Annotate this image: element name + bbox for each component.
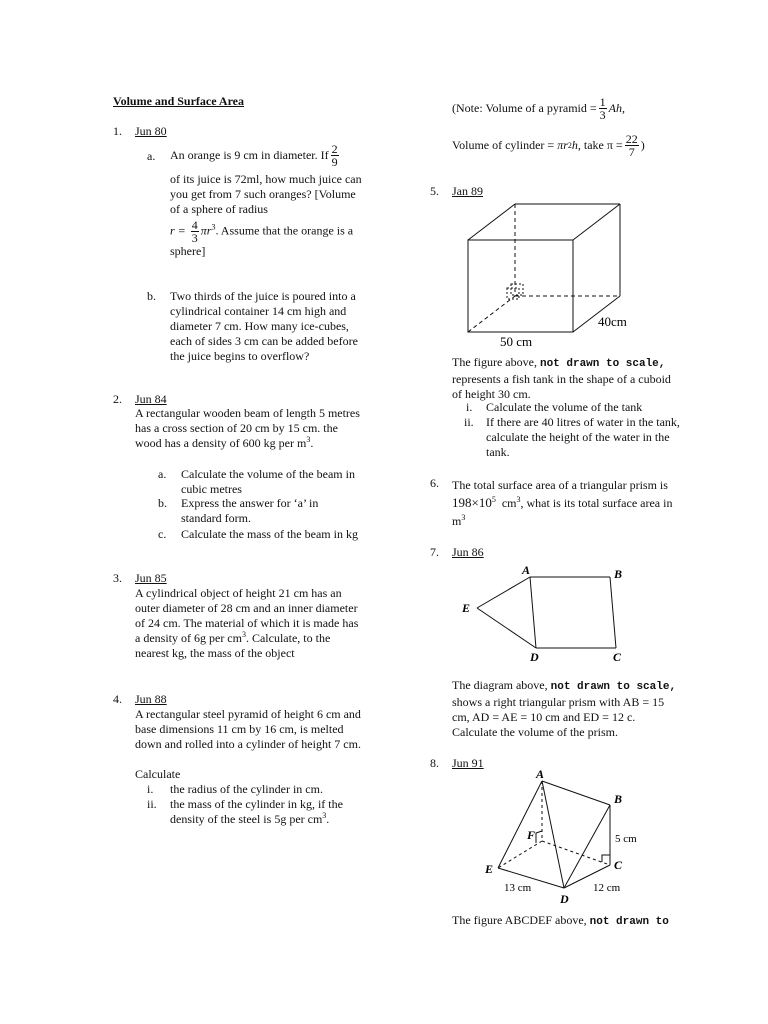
tank-hidden-edge <box>468 296 515 332</box>
question-code: Jun 80 <box>135 124 167 138</box>
edge-BD <box>564 805 610 888</box>
vertex-B: B <box>614 567 623 581</box>
q3-text: A cylindrical object of height 21 cm has an outer diameter of 28 cm and an inner diameter of 24 cm. The material of which it is made has a density of 6g per $cm^3$. Calculate, to the nearest kg, the mass of the object <box>135 586 359 660</box>
prism-diagram-q7 <box>455 562 635 672</box>
question-code: Jun 88 <box>135 692 167 706</box>
question-number: 5. <box>430 184 439 198</box>
dimension-5cm: 5 cm <box>615 833 637 845</box>
subpart-label: b. <box>147 289 156 303</box>
question-number: 4. <box>113 692 122 706</box>
right-angle-marker <box>602 855 610 862</box>
q8-text: The figure ABCDEF above, not drawn to <box>452 913 669 928</box>
subpart-label: a. <box>147 149 156 163</box>
vertex-E: E <box>485 862 494 876</box>
q7-text: The diagram above, not drawn to scale, shows a right triangular prism with AB = 15 cm, AD = AE = 10 cm and ED = 12 c. Calculate the volume of the prism. <box>452 678 677 739</box>
vertex-D: D <box>530 650 539 664</box>
vertex-C: C <box>614 858 623 872</box>
vertex-D: D <box>560 892 569 906</box>
q4-item: the mass of the cylinder in kg, if the density of the steel is 5g per $cm^3$. <box>170 797 343 826</box>
subpart-label: i. <box>147 782 154 796</box>
q4-calculate: Calculate <box>135 767 181 781</box>
question-code: Jun 86 <box>452 545 484 559</box>
q2-text: A rectangular wooden beam of length 5 metres has a cross section of 20 cm by 15 cm. the wood has a density of 600 kg per $m^3$. <box>135 406 360 450</box>
q1a-line1: An orange is 9 cm in diameter. If <box>170 147 329 162</box>
question-number: 3. <box>113 571 122 585</box>
vertex-C: C <box>613 650 622 664</box>
page-title: Volume and Surface Area <box>113 94 245 108</box>
dimension-50cm: 50 cm <box>500 334 533 348</box>
dimension-40cm: 40cm <box>598 314 627 329</box>
question-code: Jun 85 <box>135 571 167 585</box>
fraction-4-3: $\frac{4}{3}$ <box>191 218 198 245</box>
fraction-1-3: $\frac{1}{3}$ <box>599 95 606 122</box>
q2-item: Calculate the mass of the beam in kg <box>181 527 358 541</box>
dimension-13cm: 13 cm <box>504 882 532 894</box>
question-code: Jan 89 <box>452 184 483 198</box>
q2-item: Express the answer for ‘a’ in standard form. <box>181 496 319 525</box>
prism-diagram-q8 <box>478 765 648 910</box>
vertex-A: A <box>522 563 531 577</box>
q1a-line2: of its juice is 72ml, how much juice can you get from 7 such oranges? [Volume of a sphere of radius <box>170 172 362 216</box>
question-number: 8. <box>430 756 439 770</box>
fraction-2-9: $\frac{2}{9}$ <box>331 141 338 169</box>
tank-front-face <box>468 240 573 332</box>
edge-AD <box>530 577 536 648</box>
q6-text: The total surface area of a triangular prism is $198\times 10^5$ $cm^3$, what is its total surface area in $m^3$ <box>452 478 673 528</box>
question-code: Jun 91 <box>452 756 484 770</box>
q5-item: Calculate the volume of the tank <box>486 400 643 414</box>
subpart-label: a. <box>158 467 167 481</box>
edge-AD <box>542 781 564 888</box>
vertex-A: A <box>536 767 545 781</box>
vertex-F: F <box>527 828 536 842</box>
edge-AB <box>542 781 610 805</box>
q4-text: A rectangular steel pyramid of height 6 cm and base dimensions 11 cm by 16 cm, is melted down and rolled into a cylinder of height 7 cm. <box>135 707 361 751</box>
question-number: 6. <box>430 476 439 490</box>
right-angle-marker <box>511 284 523 295</box>
hidden-edge-FC <box>542 841 610 865</box>
question-code: Jun 84 <box>135 392 167 406</box>
vertex-E: E <box>462 601 471 615</box>
subpart-label: c. <box>158 527 167 541</box>
q1a-text: An orange is 9 cm in diameter. If $\frac{2}{9}$ of its juice is 72ml, how much juice can you get from 7 such oranges? [Volume of a sphere of radius r = $\frac{4}{3}$ $\pi r^3$. Assume that the orange is a sphere] <box>170 138 365 259</box>
q1b-text: Two thirds of the juice is poured into a cylindrical container 14 cm high and diameter 7 cm. How many ice-cubes, each of sides 3 cm can be added before the juice begins to overflow? <box>170 289 358 363</box>
edge-ED <box>477 608 536 648</box>
fish-tank-diagram <box>460 198 640 348</box>
question-number: 1. <box>113 124 122 138</box>
note-cylinder: Volume of cylinder = πr 2 h , take π = $\frac{22}{7}$ ) <box>452 132 645 159</box>
subpart-label: i. <box>466 400 473 414</box>
tank-edge <box>468 204 515 240</box>
subpart-label: b. <box>158 496 167 510</box>
question-number: 7. <box>430 545 439 559</box>
q4-item: the radius of the cylinder in cm. <box>170 782 323 796</box>
q2-item: Calculate the volume of the beam in cubic metres <box>181 467 355 496</box>
note-pyramid: (Note: Volume of a pyramid = $\frac{1}{3}$ Ah, <box>452 95 625 122</box>
edge-BC <box>610 577 616 648</box>
vertex-B: B <box>614 792 623 806</box>
tank-edge <box>573 204 620 240</box>
q5-text: The figure above, not drawn to scale, represents a fish tank in the shape of a cuboid of height 30 cm. <box>452 355 671 401</box>
dimension-12cm: 12 cm <box>593 882 621 894</box>
question-number: 2. <box>113 392 122 406</box>
q1a-line3: . Assume that the orange is a sphere] <box>170 223 354 258</box>
fraction-22-7: $\frac{22}{7}$ <box>625 132 638 159</box>
subpart-label: ii. <box>147 797 157 811</box>
q5-item: If there are 40 litres of water in the tank, calculate the height of the water in the tank. <box>486 415 680 459</box>
subpart-label: ii. <box>464 415 474 429</box>
edge-EA <box>477 577 530 608</box>
